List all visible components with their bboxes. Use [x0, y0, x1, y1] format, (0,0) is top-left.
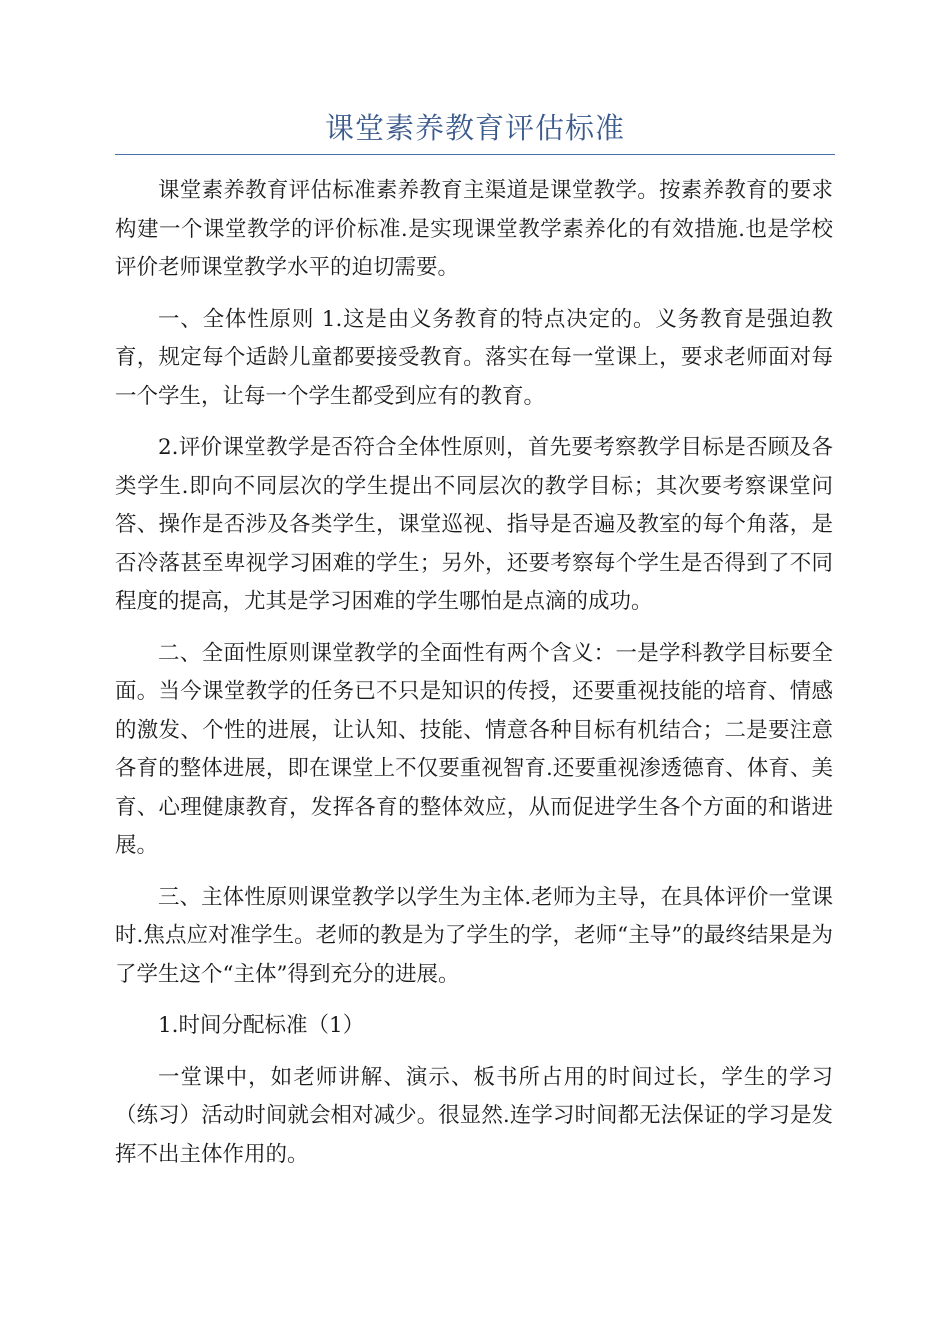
paragraph-principle-1-detail: 2.评价课堂教学是否符合全体性原则，首先要考察教学目标是否顾及各类学生.即向不同层次的学生提出不同层次的教学目标；其次要考察课堂问答、操作是否涉及各类学生，课堂巡视、指导是否遍及教室的每个角落，是否冷落甚至卑视学习困难的学生；另外，还要考察每个学生是否得到了不同程度的提高，尤其是学习困难的学生哪怕是点滴的成功。 [115, 435, 833, 614]
paragraph-intro: 课堂素养教育评估标准素养教育主渠道是课堂教学。按素养教育的要求构建一个课堂教学的评价标准.是实现课堂教学素养化的有效措施.也是学校评价老师课堂教学水平的迫切需要。 [115, 178, 833, 280]
paragraph-principle-3: 三、主体性原则课堂教学以学生为主体.老师为主导，在具体评价一堂课时.焦点应对准学生。老师的教是为了学生的学，老师“主导”的最终结果是为了学生这个“主体”得到充分的进展。 [115, 884, 833, 987]
document-body [115, 172, 833, 1187]
paragraph-time-standard: 一堂课中，如老师讲解、演示、板书所占用的时间过长，学生的学习（练习）活动时间就会相对减少。很显然.连学习时间都无法保证的学习是发挥不出主体作用的。 [115, 1064, 833, 1167]
paragraph-time-standard-heading: 1.时间分配标准（1） [158, 1013, 365, 1038]
paragraph-principle-1: 一、全体性原则 1.这是由义务教育的特点决定的。义务教育是强迫教育，规定每个适龄儿童都要接受教育。落实在每一堂课上，要求老师面对每一个学生，让每一个学生都受到应有的教育。 [115, 306, 833, 409]
title-underline [115, 154, 835, 155]
paragraph-principle-2: 二、全面性原则课堂教学的全面性有两个含义：一是学科教学目标要全面。当今课堂教学的任务已不只是知识的传授，还要重视技能的培育、情感的激发、个性的进展，让认知、技能、情意各种目标有机结合；二是要注意各育的整体进展，即在课堂上不仅要重视智育.还要重视渗透德育、体育、美育、心理健康教育，发挥各育的整体效应，从而促进学生各个方面的和谐进展。 [115, 640, 833, 858]
document-title: 课堂素养教育评估标准 [324, 111, 625, 145]
